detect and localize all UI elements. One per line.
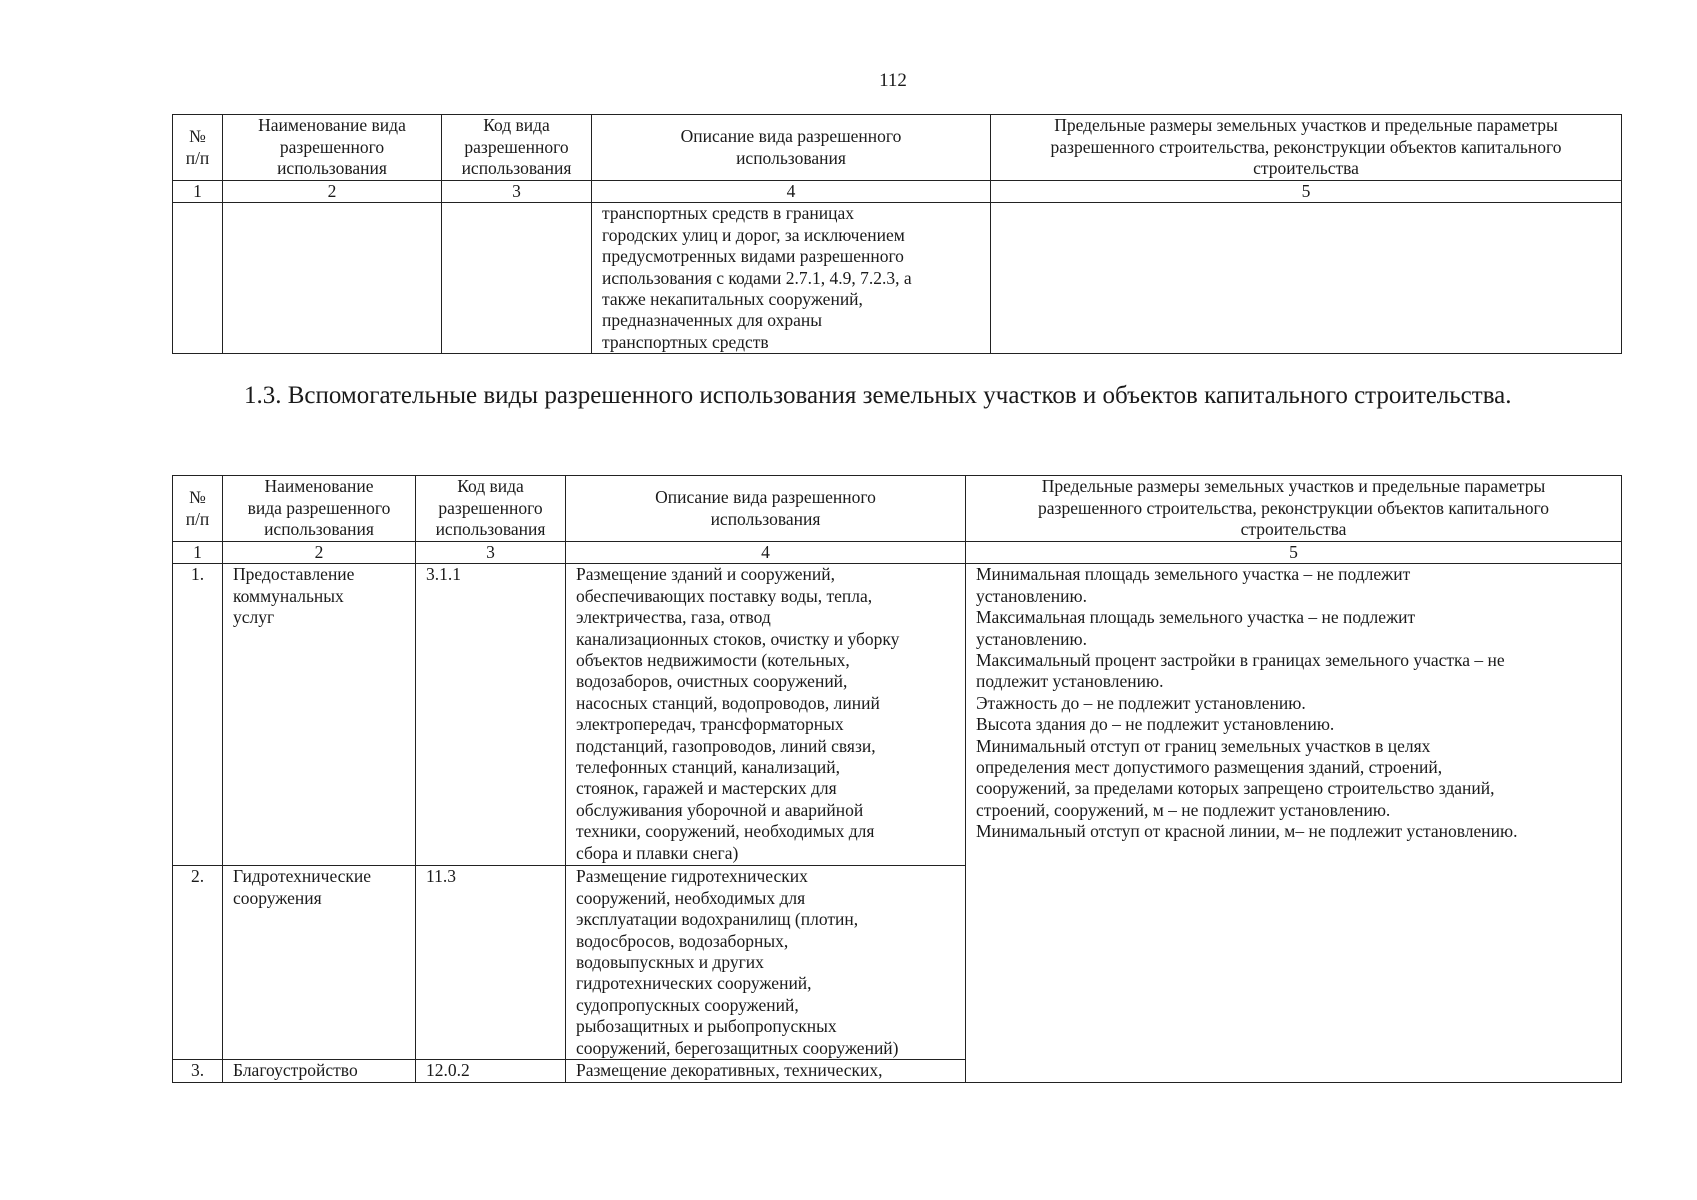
cell-number: 1. (173, 564, 223, 866)
cell-description: Размещение декоративных, технических, (566, 1060, 966, 1082)
cell-number: 2. (173, 866, 223, 1060)
cell-code (442, 203, 592, 354)
table-header-row (173, 115, 1622, 181)
column-number: 3 (442, 181, 592, 203)
column-number-row (173, 542, 1622, 564)
cell-code: 12.0.2 (416, 1060, 566, 1082)
cell-name: Гидротехнические сооружения (223, 866, 416, 1060)
header-description: Описание вида разрешенного использования (566, 476, 966, 542)
header-name: Наименование вида разрешенного использования (223, 115, 442, 181)
column-number-row (173, 181, 1622, 203)
table-row (173, 203, 1622, 354)
table-continuation (172, 114, 1622, 354)
section-heading: 1.3. Вспомогательные виды разрешенного использования земельных участков и объектов капитального строительства. (244, 382, 1512, 409)
column-number: 2 (223, 542, 416, 564)
header-code: Код вида разрешенного использования (416, 476, 566, 542)
table-row (173, 564, 1622, 866)
page-number: 112 (879, 70, 907, 91)
header-parameters: Предельные размеры земельных участков и предельные параметры разрешенного строительства, реконструкции объектов капитального строительства (991, 115, 1622, 181)
column-number: 1 (173, 542, 223, 564)
header-name: Наименование вида разрешенного использования (223, 476, 416, 542)
cell-description: Размещение зданий и сооружений, обеспечивающих поставку воды, тепла, электричества, газа, отвод канализационных стоков, очистку и уборку объектов недвижимости (котельных, водозаборов, очистных сооружений, насосных станций, водопроводов, линий электропередач, трансформаторных подстанций, газопроводов, линий связи, телефонных станций, канализаций, стоянок, гаражей и мастерских для обслуживания уборочной и аварийной техники, сооружений, необходимых для сбора и плавки снега) (566, 564, 966, 866)
column-number: 5 (991, 181, 1622, 203)
cell-code: 11.3 (416, 866, 566, 1060)
column-number: 4 (592, 181, 991, 203)
header-number: № п/п (173, 115, 223, 181)
table-header-row (173, 476, 1622, 542)
column-number: 2 (223, 181, 442, 203)
cell-parameters (991, 203, 1622, 354)
cell-code: 3.1.1 (416, 564, 566, 866)
cell-description: транспортных средств в границах городских улиц и дорог, за исключением предусмотренных видами разрешенного использования с кодами 2.7.1, 4.9, 7.2.3, а также некапитальных сооружений, предназначенных для охраны транспортных средств (592, 203, 991, 354)
cell-name: Благоустройство (223, 1060, 416, 1082)
table-auxiliary-uses (172, 475, 1622, 1083)
cell-name (223, 203, 442, 354)
cell-number (173, 203, 223, 354)
header-description: Описание вида разрешенного использования (592, 115, 991, 181)
column-number: 4 (566, 542, 966, 564)
column-number: 5 (966, 542, 1622, 564)
cell-parameters: Минимальная площадь земельного участка – не подлежит установлению. Максимальная площадь земельного участка – не подлежит установлению. Максимальный процент застройки в границах земельного участка – не подлежит установлению. Этажность до – не подлежит установлению. Высота здания до – не подлежит установлению. Минимальный отступ от границ земельных участков в целях определения мест допустимого размещения зданий, строений, сооружений, за пределами которых запрещено строительство зданий, строений, сооружений, м – не подлежит установлению. Минимальный отступ от красной линии, м– не подлежит установлению. (966, 564, 1622, 1082)
header-number: № п/п (173, 476, 223, 542)
cell-name: Предоставление коммунальных услуг (223, 564, 416, 866)
header-parameters: Предельные размеры земельных участков и предельные параметры разрешенного строительства, реконструкции объектов капитального строительства (966, 476, 1622, 542)
column-number: 1 (173, 181, 223, 203)
header-code: Код вида разрешенного использования (442, 115, 592, 181)
column-number: 3 (416, 542, 566, 564)
cell-number: 3. (173, 1060, 223, 1082)
cell-description: Размещение гидротехнических сооружений, необходимых для эксплуатации водохранилищ (плотин, водосбросов, водозаборных, водовыпускных и других гидротехнических сооружений, судопропускных сооружений, рыбозащитных и рыбопропускных сооружений, берегозащитных сооружений) (566, 866, 966, 1060)
